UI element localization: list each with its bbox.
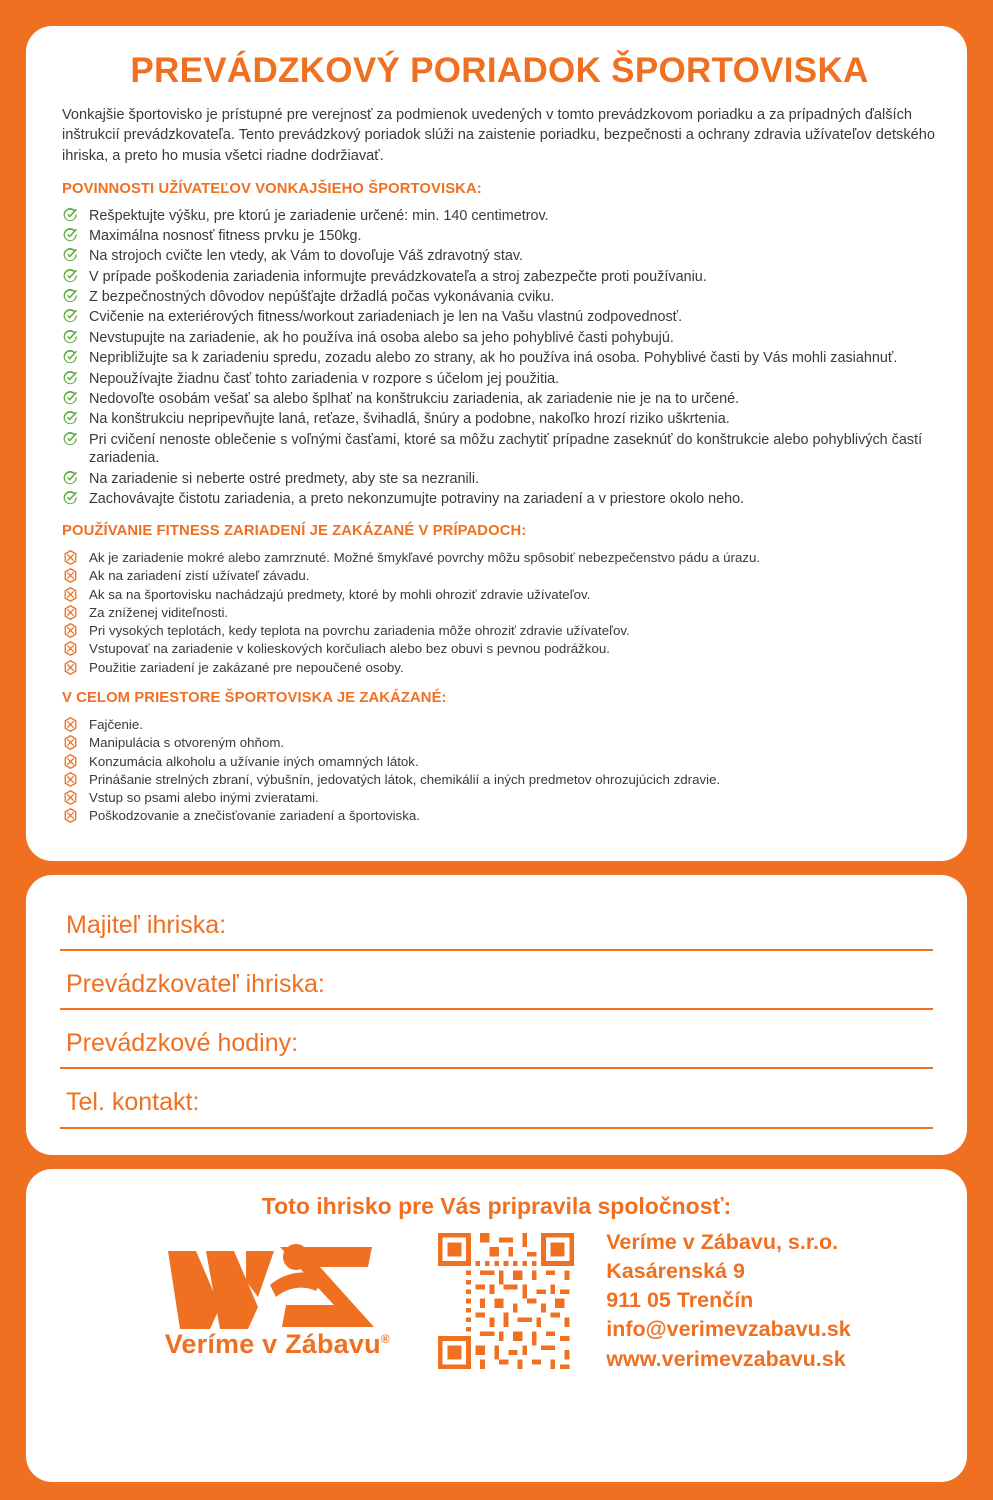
rule-item	[62, 734, 937, 751]
field-label: Tel. kontakt:	[66, 1088, 200, 1117]
field-row[interactable]	[60, 962, 933, 1010]
rule-item	[62, 659, 937, 676]
rule-item	[62, 207, 937, 226]
rule-text: Na zariadenie si neberte ostré predmety, aby ste sa nezranili.	[89, 470, 480, 487]
forbidden-icon	[63, 660, 78, 675]
rule-item	[62, 549, 937, 566]
check-icon	[63, 269, 78, 284]
rules-list	[62, 207, 937, 509]
field-label: Prevádzkové hodiny:	[66, 1029, 299, 1058]
rule-text: Maximálna nosnosť fitness prvku je 150kg.	[89, 228, 362, 245]
rule-item	[62, 370, 937, 389]
check-icon	[63, 411, 78, 426]
rule-text: Poškodzovanie a znečisťovanie zariadení a športoviska.	[89, 808, 420, 824]
rule-text: Na strojoch cvičte len vtedy, ak Vám to dovoľuje Váš zdravotný stav.	[89, 248, 523, 265]
rule-item	[62, 390, 937, 409]
rule-item	[62, 771, 937, 788]
field-label: Prevádzkovateľ ihriska:	[66, 969, 325, 998]
check-icon	[63, 471, 78, 486]
rule-text: Manipulácia s otvoreným ohňom.	[89, 735, 285, 751]
company-street: Kasárenská 9	[606, 1258, 745, 1283]
check-icon	[63, 248, 78, 263]
rule-text: Vstup so psami alebo inými zvieratami.	[89, 790, 319, 806]
rule-text: Pri vysokých teplotách, kedy teplota na povrchu zariadenia môže ohroziť zdravie užívateľov.	[89, 623, 630, 639]
forbidden-icon	[63, 587, 78, 602]
company-website[interactable]: www.verimevzabavu.sk	[606, 1346, 846, 1371]
rule-text: Nevstupujte na zariadenie, ak ho používa iná osoba alebo sa jeho pohyblivé časti pohybujú.	[89, 329, 674, 346]
rule-text: Cvičenie na exteriérových fitness/workout zariadeniach je len na Vašu vlastnú zodpovednosť.	[89, 309, 683, 326]
intro-paragraph: Vonkajšie športovisko je prístupné pre verejnosť za podmienok uvedených v tomto prevádzkovom poriadku a za prípadných ďalších inštrukcií prevádzkovateľa. Tento prevádzkový poriadok slúži na zaistenie poriadku, bezpečnosti a ochrany zdravia užívateľov detského ihriska, a preto ho musia všetci riadne dodržiavať.	[62, 106, 936, 164]
rule-item	[62, 622, 937, 639]
forbidden-icon	[63, 641, 78, 656]
check-icon	[63, 330, 78, 345]
rule-text: Ak sa na športovisku nachádzajú predmety, ktoré by mohli ohroziť zdravie užívateľov.	[89, 586, 591, 602]
forbidden-icon	[63, 550, 78, 565]
trademark-mark: ®	[380, 1332, 390, 1347]
rule-text: Vstupovať na zariadenie v kolieskových korčuliach alebo bez obuvi s pevnou podrážkou.	[89, 641, 610, 657]
rule-item	[62, 329, 937, 348]
forbidden-icon	[63, 790, 78, 805]
forbidden-icon	[63, 623, 78, 638]
rule-item	[62, 586, 937, 603]
rule-text: Ak na zariadení zistí užívateľ závadu.	[89, 568, 310, 584]
rule-text: Fajčenie.	[89, 717, 143, 733]
rules-card	[26, 26, 967, 861]
forbidden-icon	[63, 605, 78, 620]
field-row[interactable]	[60, 1080, 933, 1128]
rule-text: Pri cvičení nenoste oblečenie s voľnými časťami, ktoré sa môžu zachytiť prípadne zaseknúť do konštrukcie alebo pohyblivých častí zariadenia.	[89, 431, 923, 467]
rule-text: Zachovávajte čistotu zariadenia, a preto nekonzumujte potraviny na zariadení a v priestore okolo neho.	[89, 491, 745, 508]
check-icon	[63, 228, 78, 243]
rule-item	[62, 227, 937, 246]
rule-item	[62, 567, 937, 584]
rule-text: Z bezpečnostných dôvodov nepúšťajte držadlá počas vykonávania cviku.	[89, 289, 555, 306]
rule-item	[62, 604, 937, 621]
rule-item	[62, 789, 937, 806]
check-icon	[63, 432, 78, 447]
check-icon	[63, 208, 78, 223]
field-row[interactable]	[60, 903, 933, 951]
rule-item	[62, 349, 937, 368]
footer-card	[26, 1169, 967, 1482]
check-icon	[63, 350, 78, 365]
forbidden-icon	[63, 717, 78, 732]
rule-item	[62, 410, 937, 429]
footer-body	[56, 1228, 937, 1374]
qr-code-icon[interactable]	[438, 1233, 574, 1369]
rule-item	[62, 470, 937, 489]
footer-title: Toto ihrisko pre Vás pripravila spoločnosť:	[261, 1192, 732, 1219]
company-city: 911 05 Trenčín	[606, 1288, 754, 1313]
vvz-logo-icon	[162, 1241, 392, 1333]
rule-text: Použitie zariadení je zakázané pre nepoučené osoby.	[89, 659, 404, 675]
rule-item	[62, 640, 937, 657]
rule-item	[62, 288, 937, 307]
company-email[interactable]: info@verimevzabavu.sk	[606, 1317, 851, 1342]
section-heading: POVINNOSTI UŽÍVATEĽOV VONKAJŠIEHO ŠPORTOVISKA:	[62, 180, 482, 197]
rule-item	[62, 247, 937, 266]
section-heading: POUŽÍVANIE FITNESS ZARIADENÍ JE ZAKÁZANÉ V PRÍPADOCH:	[62, 523, 527, 540]
rule-item	[62, 431, 937, 469]
forbidden-icon	[63, 568, 78, 583]
section-heading: V CELOM PRIESTORE ŠPORTOVISKA JE ZAKÁZANÉ:	[62, 690, 447, 707]
company-address	[600, 1228, 850, 1374]
rule-text: Nepoužívajte žiadnu časť tohto zariadenia v rozpore s účelom jej použitia.	[89, 370, 560, 387]
forbidden-icon	[63, 772, 78, 787]
rule-item	[62, 490, 937, 509]
rules-list	[62, 716, 937, 825]
check-icon	[63, 391, 78, 406]
rule-item	[62, 716, 937, 733]
check-icon	[63, 309, 78, 324]
rule-item	[62, 308, 937, 327]
rules-list	[62, 549, 937, 676]
rule-text: Na konštrukciu nepripevňujte laná, reťaze, švihadlá, šnúry a podobne, nakoľko hrozí riziko uškrtenia.	[89, 411, 730, 428]
company-logo	[142, 1241, 412, 1360]
forbidden-icon	[63, 754, 78, 769]
rule-item	[62, 268, 937, 287]
field-row[interactable]	[60, 1021, 933, 1069]
forbidden-icon	[63, 735, 78, 750]
check-icon	[63, 371, 78, 386]
rule-text: Rešpektujte výšku, pre ktorú je zariadenie určené: min. 140 centimetrov.	[89, 207, 549, 224]
rule-text: Ak je zariadenie mokré alebo zamrznuté. Možné šmykľavé povrchy môžu spôsobiť nebezpečenstvo pádu a úrazu.	[89, 550, 761, 566]
forbidden-icon	[63, 808, 78, 823]
check-icon	[63, 491, 78, 506]
page-title: PREVÁDZKOVÝ PORIADOK ŠPORTOVISKA	[130, 51, 869, 90]
sections-container	[62, 181, 937, 825]
rule-item	[62, 753, 937, 770]
fields-list	[60, 903, 933, 1129]
logo-wordmark	[142, 1329, 412, 1360]
rule-text: Prinášanie strelných zbraní, výbušnín, jedovatých látok, chemikálií a iných predmetov ohrozujúcich zdravie.	[89, 771, 721, 787]
logo-wordmark-text: Veríme v Zábavu	[164, 1329, 381, 1360]
check-icon	[63, 289, 78, 304]
company-name: Veríme v Zábavu, s.r.o.	[606, 1229, 839, 1254]
rule-text: V prípade poškodenia zariadenia informujte prevádzkovateľa a stroj zabezpečte proti používaniu.	[89, 268, 707, 285]
rule-text: Nepribližujte sa k zariadeniu spredu, zozadu alebo zo strany, ak ho používa iná osoba. Pohyblivé časti by Vás mohli zasiahnuť.	[89, 350, 898, 367]
rule-text: Konzumácia alkoholu a užívanie iných omamných látok.	[89, 753, 419, 769]
field-label: Majiteľ ihriska:	[66, 910, 227, 939]
operator-fields-card	[26, 875, 967, 1155]
rule-text: Nedovoľte osobám vešať sa alebo šplhať na konštrukciu zariadenia, ak zariadenie nie je na to určené.	[89, 390, 740, 407]
rule-text: Za zníženej viditeľnosti.	[89, 604, 229, 620]
rule-item	[62, 807, 937, 824]
